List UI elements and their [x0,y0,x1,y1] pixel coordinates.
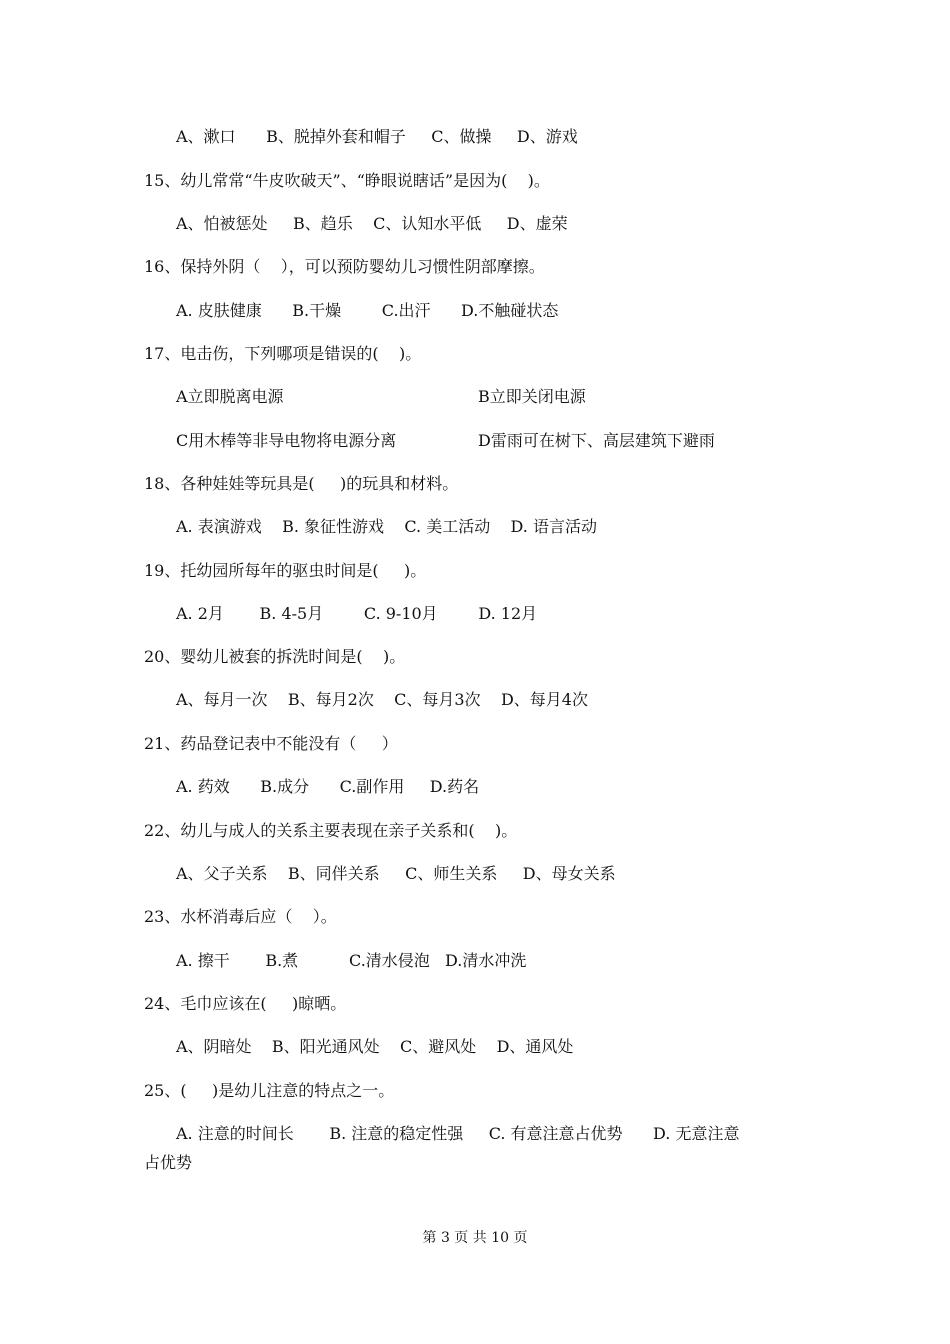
question-18-options: A. 表演游戏 B. 象征性游戏 C. 美工活动 D. 语言活动 [176,517,597,536]
question-18-stem: 18、各种娃娃等玩具是( )的玩具和材料。 [144,474,459,493]
question-22-options: A、父子关系 B、同伴关系 C、师生关系 D、母女关系 [176,864,616,883]
question-25-stem: 25、( )是幼儿注意的特点之一。 [144,1081,395,1100]
question-19-options: A. 2月 B. 4-5月 C. 9-10月 D. 12月 [176,604,538,623]
question-25-options: A. 注意的时间长 B. 注意的稳定性强 C. 有意注意占优势 D. 无意注意 [176,1124,740,1143]
question-22-stem: 22、幼儿与成人的关系主要表现在亲子关系和( )。 [144,821,518,840]
question-24-options: A、阴暗处 B、阳光通风处 C、避风处 D、通风处 [176,1037,574,1056]
page-footer: 第 3 页 共 10 页 [422,1230,528,1246]
question-23-options: A. 擦干 B.煮 C.清水侵泡 D.清水冲洗 [176,951,527,970]
question-17-option-d: D雷雨可在树下、高层建筑下避雨 [478,431,715,450]
question-17-stem: 17、电击伤，下列哪项是错误的( )。 [144,344,422,363]
question-21-options: A. 药效 B.成分 C.副作用 D.药名 [176,777,480,796]
question-17-option-b: B立即关闭电源 [478,387,586,406]
question-19-stem: 19、托幼园所每年的驱虫时间是( )。 [144,561,427,580]
question-23-stem: 23、水杯消毒后应（ ）。 [144,907,337,926]
question-15-stem: 15、幼儿常常“牛皮吹破天”、“睁眼说瞎话”是因为( )。 [144,171,550,190]
question-17-option-c: C用木棒等非导电物将电源分离 [176,431,397,450]
question-25-options-continuation: 占优势 [144,1153,193,1172]
question-24-stem: 24、毛巾应该在( )晾晒。 [144,994,347,1013]
q14-options: A、漱口 B、脱掉外套和帽子 C、做操 D、游戏 [176,127,578,146]
question-20-stem: 20、婴幼儿被套的拆洗时间是( )。 [144,647,406,666]
question-20-options: A、每月一次 B、每月2次 C、每月3次 D、每月4次 [176,690,588,709]
question-15-options: A、怕被惩处 B、趋乐 C、认知水平低 D、虚荣 [176,214,568,233]
question-21-stem: 21、药品登记表中不能没有（ ） [144,734,398,753]
question-16-options: A. 皮肤健康 B.干燥 C.出汗 D.不触碰状态 [176,301,559,320]
question-17-option-a: A立即脱离电源 [176,387,284,406]
question-16-stem: 16、保持外阴（ ），可以预防婴幼儿习惯性阴部摩擦。 [144,257,545,276]
